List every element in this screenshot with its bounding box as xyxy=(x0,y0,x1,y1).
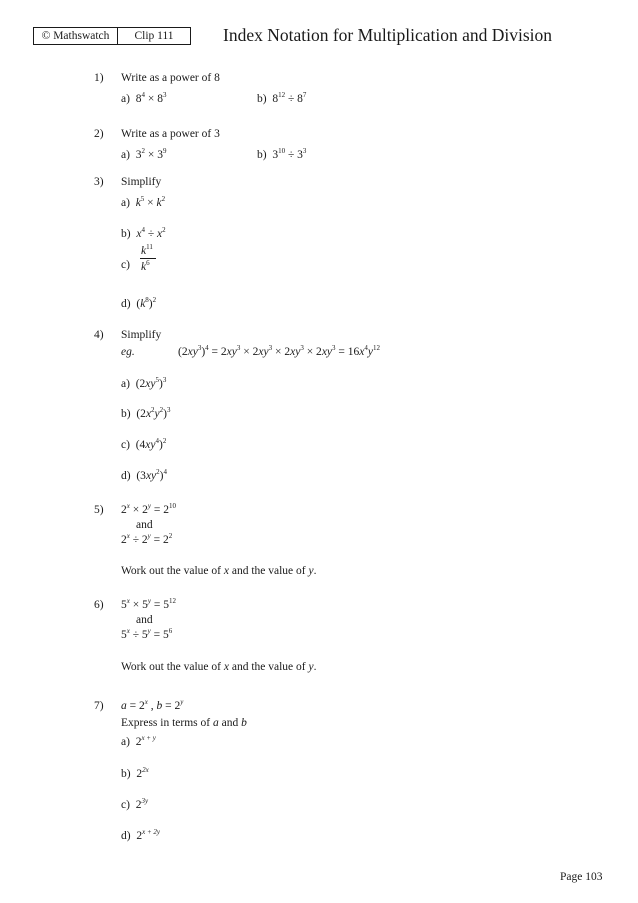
q2a-expression: a) $3^2 \times 3^9$ xyxy=(121,147,167,161)
copyright-label: © Mathswatch xyxy=(41,30,110,42)
q6-equation-1: $5^x \times 5^y = 5^{12}$ xyxy=(121,597,176,611)
q4-number: 4) xyxy=(94,329,104,341)
q2-text: Write as a power of 3 xyxy=(121,128,220,140)
q7d-expression: d) $2^{x + 2y}$ xyxy=(121,828,161,842)
q7b-expression: b) $2^{2x}$ xyxy=(121,766,149,780)
q6-number: 6) xyxy=(94,599,104,611)
q7c-expression: c) $2^{3y}$ xyxy=(121,797,149,811)
q6-instruction: Work out the value of x and the value of y. xyxy=(121,661,317,673)
q4-example-expression: $(2xy^3)^4 = 2xy^3 \times 2xy^3 \times 2xy^3 \times 2xy^3 = 16x^4y^{12}$ xyxy=(178,344,380,358)
q7a-expression: a) $2^{x + y}$ xyxy=(121,734,156,748)
q2-number: 2) xyxy=(94,128,104,140)
q5-number: 5) xyxy=(94,504,104,516)
q7-number: 7) xyxy=(94,700,104,712)
q1a-expression: a) $8^4 \times 8^3$ xyxy=(121,91,167,105)
q5-and: and xyxy=(136,519,153,531)
q4d-expression: d) $(3xy^2)^4$ xyxy=(121,468,167,482)
q1-text: Write as a power of 8 xyxy=(121,72,220,84)
clip-box xyxy=(117,27,191,45)
q3-number: 3) xyxy=(94,176,104,188)
q4-text: Simplify xyxy=(121,329,162,341)
q3c-label: c) xyxy=(121,259,130,271)
q5-equation-1: $2^x \times 2^y = 2^{10}$ xyxy=(121,502,176,516)
clip-label: Clip 111 xyxy=(134,30,174,42)
q4b-expression: b) $(2x^2y^2)^3$ xyxy=(121,406,171,420)
q6-and: and xyxy=(136,614,153,626)
q1b-expression: b) $8^{12} \div 8^7$ xyxy=(257,91,307,105)
q3c-fraction: $k^{11}$ $k^6$ xyxy=(140,244,156,278)
q6-equation-2: $5^x \div 5^y = 5^6$ xyxy=(121,627,173,641)
q4-example-label: eg. xyxy=(121,346,135,358)
q4a-expression: a) $(2xy^5)^3$ xyxy=(121,376,167,390)
q1-number: 1) xyxy=(94,72,104,84)
q3-text: Simplify xyxy=(121,176,162,188)
q7-definition: $a = 2^x$ , $b = 2^y$ xyxy=(121,698,184,712)
q5-instruction: Work out the value of x and the value of y. xyxy=(121,565,317,577)
q3b-expression: b) $x^4 \div x^2$ xyxy=(121,226,166,240)
q5-equation-2: $2^x \div 2^y = 2^2$ xyxy=(121,532,173,546)
q3a-expression: a) $k^5 \times k^2$ xyxy=(121,195,166,209)
page-number: Page 103 xyxy=(560,871,603,883)
copyright-box xyxy=(33,27,118,45)
q7-text: Express in terms of a and b xyxy=(121,717,247,729)
q2b-expression: b) $3^{10} \div 3^3$ xyxy=(257,147,307,161)
page-title: Index Notation for Multiplication and Division xyxy=(223,25,553,45)
q4c-expression: c) $(4xy^4)^2$ xyxy=(121,437,167,451)
q3d-expression: d) $(k^8)^2$ xyxy=(121,296,157,310)
